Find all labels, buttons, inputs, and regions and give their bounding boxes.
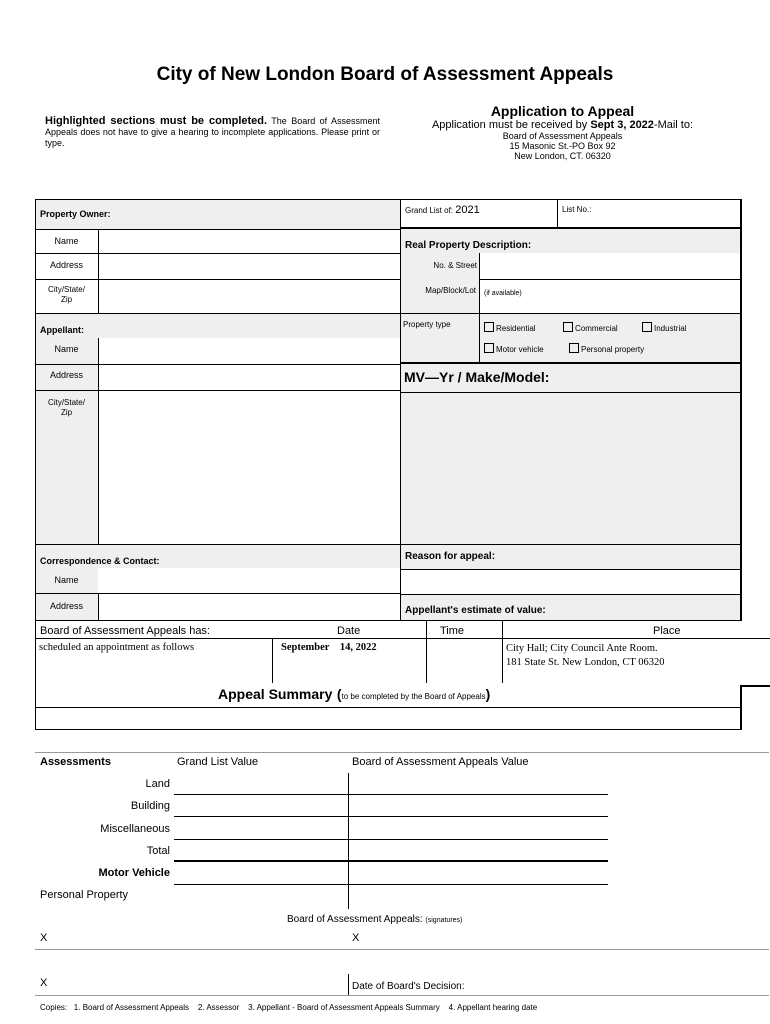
rule bbox=[426, 620, 427, 683]
rule bbox=[174, 839, 608, 840]
rule bbox=[35, 199, 742, 200]
grand-list-year: 2021 bbox=[455, 204, 480, 216]
field-bg-corr bbox=[98, 568, 400, 620]
rule bbox=[35, 729, 741, 730]
list-no-label: List No.: bbox=[562, 205, 592, 214]
rule bbox=[348, 974, 349, 995]
appellant-city-label-2: Zip bbox=[60, 408, 73, 417]
building-label: Building bbox=[130, 800, 170, 812]
rule bbox=[400, 362, 742, 364]
opt-residential[interactable] bbox=[484, 322, 536, 333]
signatures-small: (signatures) bbox=[425, 917, 463, 924]
field-bg-owner-name bbox=[98, 229, 400, 314]
appellant-city-label bbox=[35, 398, 98, 418]
rule bbox=[35, 364, 400, 365]
rule bbox=[35, 593, 400, 594]
rule bbox=[400, 227, 742, 229]
reason-heading: Reason for appeal: bbox=[405, 551, 496, 562]
rule bbox=[174, 794, 608, 795]
appellant-address-label: Address bbox=[49, 370, 84, 380]
copies-item: 4. Appellant hearing date bbox=[448, 1003, 538, 1012]
grand-list-value-header: Grand List Value bbox=[177, 756, 259, 768]
copies-item: 2. Assessor bbox=[197, 1003, 240, 1012]
checkbox-icon[interactable] bbox=[563, 322, 573, 332]
signature-x-2[interactable]: X bbox=[352, 932, 360, 944]
signature-x-1[interactable]: X bbox=[40, 932, 48, 944]
rule bbox=[479, 253, 480, 313]
rule bbox=[98, 338, 99, 544]
schedule-place-1: City Hall; City Council Ante Room. bbox=[506, 643, 658, 654]
estimate-heading: Appellant's estimate of value: bbox=[405, 605, 546, 616]
signatures-label bbox=[287, 914, 462, 925]
correspondence-heading: Correspondence & Contact: bbox=[40, 556, 160, 566]
schedule-place-2: 181 State St. New London, CT 06320 bbox=[506, 657, 665, 668]
baa-value-header: Board of Assessment Appeals Value bbox=[352, 756, 529, 768]
appeal-summary-close: ) bbox=[485, 686, 491, 702]
signature-x-3[interactable]: X bbox=[40, 977, 48, 989]
schedule-date bbox=[281, 642, 377, 653]
checkbox-icon[interactable] bbox=[484, 343, 494, 353]
deadline-post: -Mail to: bbox=[653, 119, 694, 131]
corr-name-label: Name bbox=[54, 575, 79, 585]
opt-industrial[interactable] bbox=[642, 322, 686, 333]
rule bbox=[35, 279, 400, 280]
rule bbox=[740, 685, 770, 687]
grand-list bbox=[405, 204, 480, 216]
appellant-name-label: Name bbox=[54, 344, 79, 354]
rule bbox=[35, 707, 741, 708]
decision-date-label: Date of Board's Decision: bbox=[352, 981, 465, 992]
appeal-summary-heading bbox=[218, 686, 490, 704]
page-title: City of New London Board of Assessment Appeals bbox=[156, 64, 614, 85]
schedule-place bbox=[506, 642, 664, 670]
opt-industrial-label: Industrial bbox=[654, 324, 687, 333]
checkbox-icon[interactable] bbox=[642, 322, 652, 332]
rule bbox=[35, 995, 769, 996]
rule bbox=[400, 594, 741, 595]
intro-text bbox=[45, 116, 380, 149]
field-bg-mv bbox=[400, 569, 741, 594]
copies-label: Copies: bbox=[40, 1003, 68, 1012]
schedule-date-month: September bbox=[281, 642, 330, 653]
rule bbox=[174, 860, 608, 862]
assessments-heading: Assessments bbox=[40, 756, 111, 768]
application-block bbox=[395, 103, 730, 161]
pp-label: Personal Property bbox=[40, 889, 129, 901]
appeal-summary-open: ( bbox=[336, 686, 342, 702]
opt-commercial-label: Commercial bbox=[575, 324, 618, 333]
appeal-summary-sub: to be completed by the Board of Appeals bbox=[341, 692, 486, 701]
owner-name-label: Name bbox=[54, 236, 79, 246]
rule bbox=[174, 884, 608, 885]
rule bbox=[174, 816, 608, 817]
rule bbox=[35, 313, 400, 314]
schedule-text: scheduled an appointment as follows bbox=[39, 642, 195, 653]
owner-heading: Property Owner: bbox=[40, 209, 111, 219]
real-property-heading: Real Property Description: bbox=[405, 240, 532, 251]
mail-address-1: Board of Assessment Appeals bbox=[502, 131, 623, 141]
total-label: Total bbox=[146, 845, 170, 857]
no-street-label: No. & Street bbox=[433, 261, 477, 270]
rule bbox=[35, 253, 400, 254]
appellant-heading: Appellant: bbox=[40, 325, 84, 335]
deadline-pre: Application must be received by bbox=[431, 119, 591, 131]
appeal-summary-title: Appeal Summary bbox=[218, 686, 333, 702]
rule bbox=[400, 392, 741, 393]
opt-personal-property-label: Personal property bbox=[581, 345, 645, 354]
rule bbox=[35, 229, 400, 230]
checkbox-icon[interactable] bbox=[484, 322, 494, 332]
rule bbox=[740, 686, 742, 730]
checkbox-icon[interactable] bbox=[569, 343, 579, 353]
mv-heading: MV—Yr / Make/Model: bbox=[404, 369, 550, 385]
if-available: (if available) bbox=[484, 290, 522, 297]
rule bbox=[400, 569, 741, 570]
opt-residential-label: Residential bbox=[496, 324, 536, 333]
copies-line bbox=[40, 1003, 537, 1012]
grand-list-label: Grand List of: bbox=[405, 206, 454, 215]
field-bg-appellant-name bbox=[98, 338, 400, 544]
owner-city-label bbox=[35, 285, 98, 305]
rule bbox=[557, 199, 558, 227]
rule bbox=[348, 773, 349, 909]
copies-item: 3. Appellant - Board of Assessment Appeals Summary bbox=[248, 1003, 440, 1012]
rule bbox=[98, 229, 99, 314]
rule bbox=[400, 313, 741, 314]
rule bbox=[502, 620, 503, 683]
mv-label: Motor Vehicle bbox=[98, 867, 170, 879]
schedule-date-day: 14, 2022 bbox=[339, 642, 377, 653]
rule bbox=[740, 199, 742, 621]
corr-address-label: Address bbox=[49, 601, 84, 611]
opt-commercial[interactable] bbox=[563, 322, 618, 333]
opt-motor-vehicle[interactable] bbox=[484, 343, 544, 354]
owner-city-label-1: City/State/ bbox=[48, 285, 85, 294]
rule bbox=[479, 313, 480, 363]
rule bbox=[35, 620, 36, 730]
application-deadline bbox=[395, 119, 730, 131]
rule bbox=[35, 949, 769, 950]
rule bbox=[35, 752, 769, 753]
rule bbox=[272, 638, 273, 683]
owner-address-label: Address bbox=[49, 260, 84, 270]
schedule-date-header: Date bbox=[337, 625, 361, 637]
misc-label: Miscellaneous bbox=[100, 823, 170, 835]
rule bbox=[400, 544, 741, 545]
intro-body: The Board of Assessment Appeals does not have to give a hearing to incomplete applications. Please print or type. bbox=[45, 116, 380, 148]
mail-address-3: New London, CT. 06320 bbox=[514, 151, 611, 161]
rule bbox=[35, 638, 770, 639]
signatures-label-text: Board of Assessment Appeals: bbox=[287, 914, 423, 925]
appellant-city-label-1: City/State/ bbox=[48, 398, 85, 407]
owner-city-label-2: Zip bbox=[60, 295, 73, 304]
rule bbox=[35, 544, 400, 545]
schedule-time-header: Time bbox=[440, 625, 465, 637]
schedule-has: Board of Assessment Appeals has: bbox=[40, 625, 210, 637]
map-label: Map/Block/Lot bbox=[425, 286, 476, 295]
opt-personal-property[interactable] bbox=[569, 343, 644, 354]
schedule-place-header: Place bbox=[653, 625, 681, 637]
rule bbox=[479, 279, 741, 280]
property-type-label: Property type bbox=[403, 320, 451, 329]
rule bbox=[35, 390, 400, 391]
rule bbox=[35, 620, 741, 621]
land-label: Land bbox=[145, 778, 170, 790]
application-heading: Application to Appeal bbox=[490, 103, 635, 119]
mail-address-2: 15 Masonic St.-PO Box 92 bbox=[509, 141, 616, 151]
opt-motor-vehicle-label: Motor vehicle bbox=[496, 345, 544, 354]
copies-item: 1. Board of Assessment Appeals bbox=[73, 1003, 189, 1012]
intro-bold: Highlighted sections must be completed. bbox=[45, 115, 268, 127]
deadline-date: Sept 3, 2022 bbox=[590, 119, 654, 131]
rule bbox=[98, 593, 99, 620]
field-bg-street bbox=[479, 253, 741, 313]
